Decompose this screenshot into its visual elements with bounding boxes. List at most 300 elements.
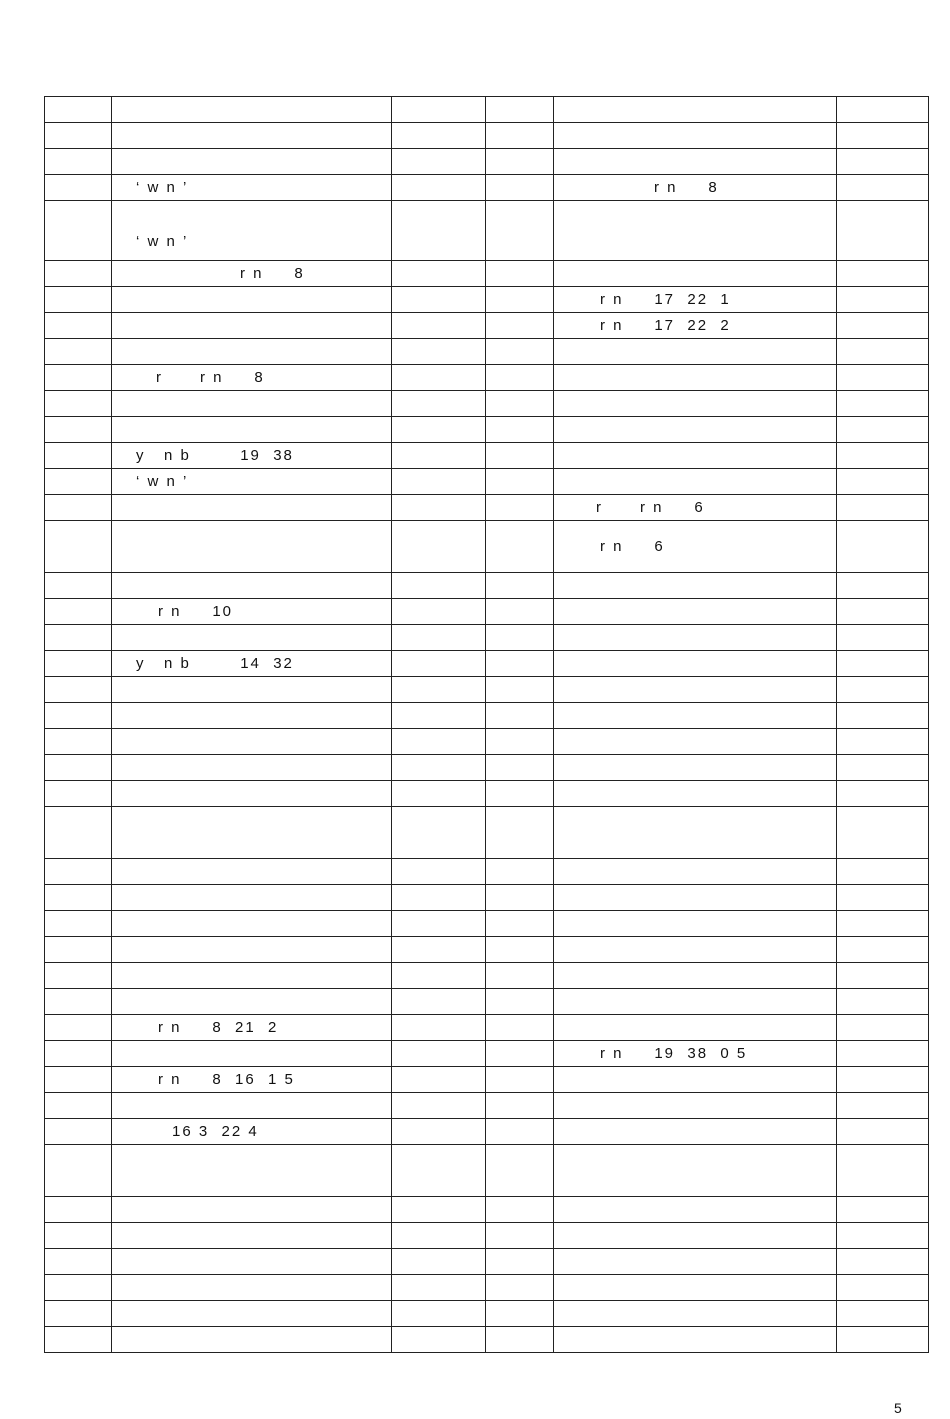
table-cell: [392, 1327, 486, 1353]
table-cell: [837, 703, 929, 729]
table-cell: [486, 1015, 554, 1041]
table-row: [45, 417, 929, 443]
table-cell: [486, 781, 554, 807]
table-cell: [45, 469, 112, 495]
table-cell: [392, 391, 486, 417]
table-cell: [486, 1275, 554, 1301]
table-cell: [112, 97, 392, 123]
table-cell: [554, 365, 837, 391]
table-row: [45, 677, 929, 703]
table-cell: [837, 1275, 929, 1301]
table-row: [45, 1249, 929, 1275]
table-cell: r r n 8: [112, 365, 392, 391]
table-cell: [486, 677, 554, 703]
table-cell: [45, 885, 112, 911]
table-cell: [392, 1093, 486, 1119]
table-cell: [554, 1327, 837, 1353]
table-row: [45, 599, 929, 625]
table-cell: [837, 859, 929, 885]
table-cell: [486, 495, 554, 521]
table-cell: [392, 313, 486, 339]
table-cell: [554, 755, 837, 781]
table-cell: [112, 1223, 392, 1249]
table-cell: [554, 703, 837, 729]
table-cell: [486, 1067, 554, 1093]
table-cell: [392, 1041, 486, 1067]
table-cell: [392, 339, 486, 365]
table-cell: [45, 1249, 112, 1275]
table-cell: [112, 859, 392, 885]
table-cell: [112, 963, 392, 989]
table-cell: [392, 97, 486, 123]
table-cell: [486, 1119, 554, 1145]
table-cell: [392, 123, 486, 149]
table-cell: [486, 651, 554, 677]
table-row: [45, 625, 929, 651]
table-cell: [837, 1041, 929, 1067]
form-table-body: [45, 97, 929, 1353]
table-cell: [837, 339, 929, 365]
table-cell: [112, 417, 392, 443]
table-cell: [837, 201, 929, 261]
table-cell: [45, 989, 112, 1015]
table-cell: [392, 201, 486, 261]
table-cell: [392, 755, 486, 781]
table-cell: [45, 1067, 112, 1093]
table-cell: [112, 287, 392, 313]
table-cell: [837, 261, 929, 287]
table-cell: [486, 859, 554, 885]
table-cell: [486, 1249, 554, 1275]
table-cell: [392, 1145, 486, 1197]
table-row: [45, 989, 929, 1015]
table-cell: [45, 495, 112, 521]
table-cell: [837, 963, 929, 989]
table-cell: [837, 443, 929, 469]
table-cell: [45, 521, 112, 573]
table-cell: r n 8: [112, 261, 392, 287]
table-cell: [392, 963, 486, 989]
table-cell: [837, 97, 929, 123]
table-cell: [554, 339, 837, 365]
table-row: [45, 261, 929, 287]
table-row: [45, 175, 929, 201]
table-cell: [45, 911, 112, 937]
table-cell: [554, 911, 837, 937]
table-cell: [837, 755, 929, 781]
table-cell: [112, 149, 392, 175]
table-cell: [554, 1093, 837, 1119]
table-cell: [392, 989, 486, 1015]
table-row: [45, 123, 929, 149]
table-cell: [554, 625, 837, 651]
table-cell: [554, 201, 837, 261]
table-cell: [486, 807, 554, 859]
table-row: [45, 1093, 929, 1119]
table-cell: [45, 1301, 112, 1327]
table-cell: [112, 703, 392, 729]
table-cell: [45, 1015, 112, 1041]
table-row: [45, 313, 929, 339]
table-cell: [837, 989, 929, 1015]
table-cell: [45, 1145, 112, 1197]
table-cell: [486, 469, 554, 495]
table-cell: [837, 573, 929, 599]
table-cell: [486, 755, 554, 781]
table-cell: ‘ w n ’: [112, 175, 392, 201]
table-cell: [112, 1301, 392, 1327]
table-cell: [392, 443, 486, 469]
table-cell: [45, 261, 112, 287]
table-cell: [837, 469, 929, 495]
table-cell: [112, 1327, 392, 1353]
table-row: [45, 287, 929, 313]
table-cell: [486, 1197, 554, 1223]
table-cell: [837, 1223, 929, 1249]
table-cell: [486, 521, 554, 573]
table-cell: [554, 1223, 837, 1249]
table-cell: [554, 677, 837, 703]
table-cell: [45, 781, 112, 807]
table-cell: [45, 937, 112, 963]
table-cell: [554, 1067, 837, 1093]
table-cell: [837, 175, 929, 201]
table-cell: [837, 885, 929, 911]
table-row: [45, 859, 929, 885]
table-cell: [112, 989, 392, 1015]
table-cell: [486, 885, 554, 911]
table-cell: [392, 1275, 486, 1301]
table-row: [45, 339, 929, 365]
table-row: [45, 1041, 929, 1067]
table-cell: [486, 175, 554, 201]
table-cell: [45, 755, 112, 781]
table-cell: [45, 201, 112, 261]
table-row: [45, 495, 929, 521]
table-cell: [112, 755, 392, 781]
table-cell: [554, 989, 837, 1015]
table-cell: [45, 175, 112, 201]
table-row: [45, 97, 929, 123]
table-cell: [837, 1145, 929, 1197]
table-row: [45, 1197, 929, 1223]
table-cell: [486, 391, 554, 417]
table-cell: [112, 1041, 392, 1067]
table-cell: [554, 781, 837, 807]
table-cell: [554, 391, 837, 417]
table-cell: [392, 469, 486, 495]
table-cell: [554, 599, 837, 625]
table-row: [45, 703, 929, 729]
table-cell: [486, 443, 554, 469]
table-cell: [392, 1119, 486, 1145]
table-row: [45, 729, 929, 755]
table-cell: [112, 1249, 392, 1275]
table-cell: [486, 937, 554, 963]
table-cell: [486, 1301, 554, 1327]
table-cell: ‘ w n ’: [112, 201, 392, 261]
table-cell: [837, 1067, 929, 1093]
table-cell: r n 6: [554, 521, 837, 573]
table-row: [45, 937, 929, 963]
table-cell: [112, 1197, 392, 1223]
table-cell: [554, 1249, 837, 1275]
table-cell: [45, 365, 112, 391]
table-cell: [45, 1197, 112, 1223]
table-cell: [112, 911, 392, 937]
table-cell: [554, 573, 837, 599]
table-cell: [45, 573, 112, 599]
table-cell: [486, 287, 554, 313]
table-cell: [45, 313, 112, 339]
table-cell: [392, 937, 486, 963]
table-cell: r n 8: [554, 175, 837, 201]
table-cell: [45, 149, 112, 175]
table-cell: [45, 443, 112, 469]
table-cell: [392, 287, 486, 313]
table-row: [45, 201, 929, 261]
table-cell: [112, 885, 392, 911]
table-cell: [837, 651, 929, 677]
table-cell: [486, 989, 554, 1015]
table-row: [45, 1015, 929, 1041]
table-cell: [45, 677, 112, 703]
table-row: [45, 1119, 929, 1145]
table-cell: [45, 625, 112, 651]
table-cell: [837, 495, 929, 521]
table-cell: [392, 1249, 486, 1275]
table-row: [45, 573, 929, 599]
table-cell: [45, 859, 112, 885]
table-cell: [486, 417, 554, 443]
table-cell: [392, 703, 486, 729]
table-cell: [112, 391, 392, 417]
table-cell: [392, 365, 486, 391]
table-cell: [486, 313, 554, 339]
table-cell: [554, 1145, 837, 1197]
table-cell: [45, 1327, 112, 1353]
table-cell: [392, 729, 486, 755]
table-cell: r n 8 21 2: [112, 1015, 392, 1041]
table-cell: [112, 937, 392, 963]
table-cell: [392, 1301, 486, 1327]
table-cell: [45, 703, 112, 729]
table-row: [45, 651, 929, 677]
table-cell: [837, 807, 929, 859]
table-cell: [486, 963, 554, 989]
table-cell: [486, 573, 554, 599]
table-cell: [486, 261, 554, 287]
table-cell: [45, 123, 112, 149]
table-cell: [112, 729, 392, 755]
table-row: [45, 391, 929, 417]
table-cell: [112, 1093, 392, 1119]
form-table-container: [44, 96, 928, 1353]
table-cell: [837, 677, 929, 703]
table-cell: [486, 365, 554, 391]
table-cell: [392, 175, 486, 201]
table-cell: [486, 339, 554, 365]
table-cell: [554, 1275, 837, 1301]
table-cell: [554, 469, 837, 495]
table-row: [45, 149, 929, 175]
form-table: [44, 96, 929, 1353]
table-cell: [112, 339, 392, 365]
table-cell: [45, 963, 112, 989]
table-row: [45, 885, 929, 911]
table-row: [45, 1145, 929, 1197]
table-cell: [486, 1093, 554, 1119]
table-cell: [45, 1223, 112, 1249]
table-row: [45, 365, 929, 391]
table-cell: r n 17 22 2: [554, 313, 837, 339]
table-cell: r n 10: [112, 599, 392, 625]
table-cell: [112, 573, 392, 599]
table-cell: [837, 391, 929, 417]
table-row: [45, 807, 929, 859]
table-cell: [837, 1327, 929, 1353]
table-cell: [112, 625, 392, 651]
table-cell: [45, 599, 112, 625]
table-cell: [112, 123, 392, 149]
table-cell: [45, 339, 112, 365]
table-cell: [392, 599, 486, 625]
table-cell: [45, 391, 112, 417]
table-cell: [837, 365, 929, 391]
table-cell: [486, 625, 554, 651]
table-cell: [486, 1145, 554, 1197]
table-cell: [392, 885, 486, 911]
table-cell: [392, 651, 486, 677]
table-row: [45, 911, 929, 937]
table-cell: [486, 1327, 554, 1353]
table-cell: [554, 1197, 837, 1223]
table-cell: [554, 807, 837, 859]
table-row: [45, 1275, 929, 1301]
table-cell: r n 8 16 1 5: [112, 1067, 392, 1093]
table-cell: [392, 1067, 486, 1093]
table-cell: [112, 313, 392, 339]
table-cell: [112, 677, 392, 703]
table-cell: [392, 859, 486, 885]
table-cell: [112, 781, 392, 807]
table-cell: [554, 1301, 837, 1327]
table-cell: [837, 599, 929, 625]
table-cell: [486, 201, 554, 261]
table-cell: [45, 1093, 112, 1119]
table-cell: [486, 1041, 554, 1067]
table-cell: [837, 1301, 929, 1327]
table-cell: [486, 599, 554, 625]
table-cell: ‘ w n ’: [112, 469, 392, 495]
table-cell: [45, 1041, 112, 1067]
table-row: [45, 1301, 929, 1327]
table-cell: [837, 149, 929, 175]
table-cell: [392, 1197, 486, 1223]
table-row: [45, 443, 929, 469]
table-cell: [392, 781, 486, 807]
table-cell: [45, 1119, 112, 1145]
table-cell: [554, 443, 837, 469]
table-cell: [392, 521, 486, 573]
table-cell: [45, 1275, 112, 1301]
table-row: [45, 521, 929, 573]
table-cell: [392, 149, 486, 175]
table-cell: [486, 729, 554, 755]
table-cell: [837, 911, 929, 937]
table-row: [45, 1223, 929, 1249]
table-cell: [554, 729, 837, 755]
table-cell: [837, 1249, 929, 1275]
table-row: [45, 469, 929, 495]
table-cell: [554, 1015, 837, 1041]
table-cell: [837, 1197, 929, 1223]
table-cell: [45, 651, 112, 677]
table-cell: [392, 1015, 486, 1041]
table-row: [45, 1327, 929, 1353]
table-row: [45, 1067, 929, 1093]
table-cell: [392, 495, 486, 521]
table-row: [45, 781, 929, 807]
table-cell: [392, 417, 486, 443]
table-cell: [486, 911, 554, 937]
table-cell: [554, 937, 837, 963]
table-cell: [486, 1223, 554, 1249]
table-cell: [112, 1145, 392, 1197]
table-cell: [392, 911, 486, 937]
table-cell: [112, 521, 392, 573]
table-cell: [554, 123, 837, 149]
table-cell: [112, 1275, 392, 1301]
table-cell: [837, 937, 929, 963]
table-cell: [837, 1015, 929, 1041]
table-cell: [554, 261, 837, 287]
table-cell: [45, 729, 112, 755]
table-cell: [554, 651, 837, 677]
table-cell: [392, 677, 486, 703]
table-cell: [486, 149, 554, 175]
table-cell: [837, 1119, 929, 1145]
table-cell: [392, 261, 486, 287]
table-row: [45, 755, 929, 781]
table-cell: [837, 729, 929, 755]
table-cell: [554, 417, 837, 443]
table-cell: [837, 287, 929, 313]
table-cell: r n 19 38 0 5: [554, 1041, 837, 1067]
table-cell: [392, 625, 486, 651]
table-cell: [837, 1093, 929, 1119]
table-cell: [554, 859, 837, 885]
table-cell: [112, 807, 392, 859]
table-cell: 16 3 22 4: [112, 1119, 392, 1145]
table-cell: [486, 97, 554, 123]
table-cell: [392, 807, 486, 859]
table-cell: y n b 19 38: [112, 443, 392, 469]
table-cell: [554, 1119, 837, 1145]
table-cell: [112, 495, 392, 521]
table-cell: [392, 573, 486, 599]
table-cell: [45, 807, 112, 859]
table-cell: [554, 963, 837, 989]
table-cell: y n b 14 32: [112, 651, 392, 677]
page-number: 5: [894, 1400, 902, 1416]
table-cell: [837, 521, 929, 573]
table-cell: r n 17 22 1: [554, 287, 837, 313]
table-cell: [45, 287, 112, 313]
table-cell: [554, 885, 837, 911]
table-cell: [837, 417, 929, 443]
table-cell: [837, 781, 929, 807]
